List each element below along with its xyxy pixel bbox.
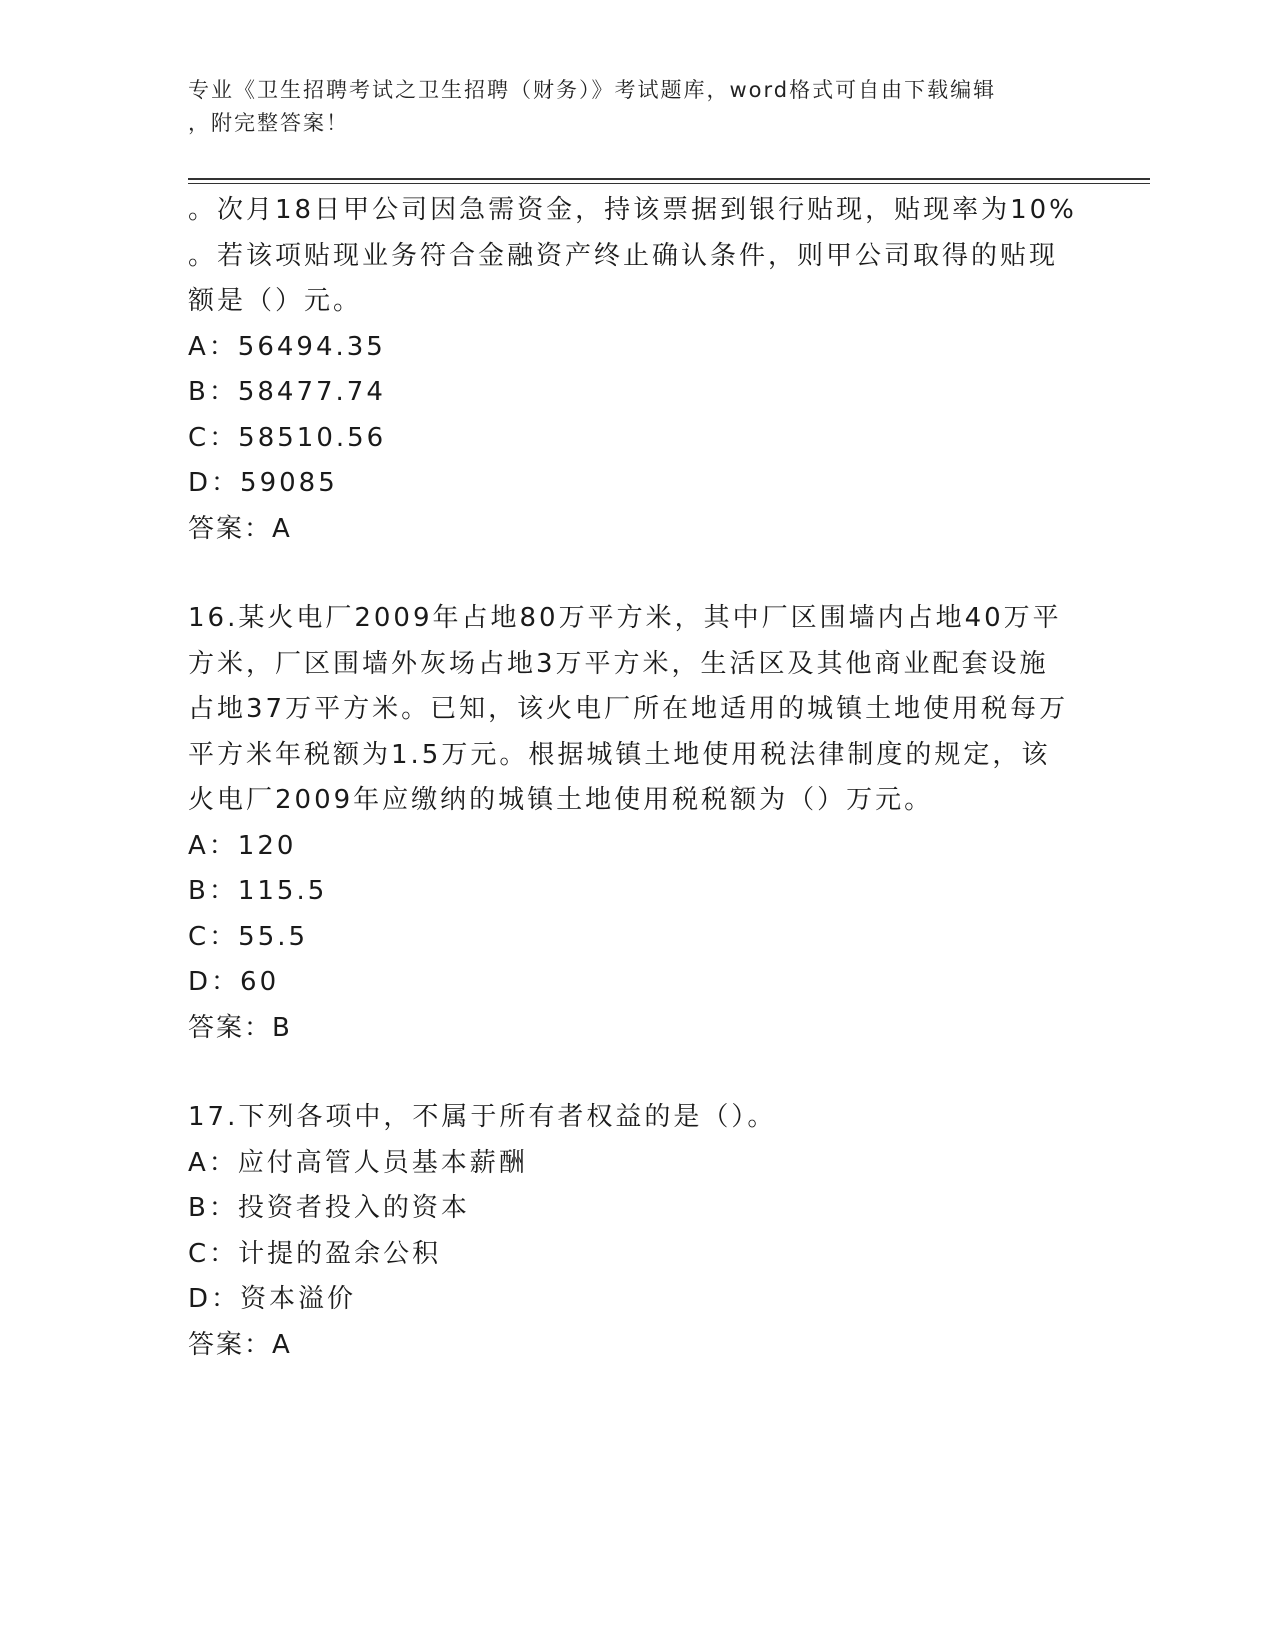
question-text [188, 596, 1088, 824]
option-b: B：58477.74 [188, 377, 386, 407]
question-text [188, 188, 1088, 325]
header-divider-thick [188, 178, 1150, 180]
header-line-2: ，附完整答案！ [188, 111, 349, 135]
question-text-line: 平方米年税额为1.5万元。根据城镇土地使用税法律制度的规定，该 [188, 739, 1051, 770]
question-text-line: 。次月18日甲公司因急需资金，持该票据到银行贴现，贴现率为10% [188, 195, 1077, 225]
question-16 [188, 596, 1088, 1051]
option-b: B：投资者投入的资本 [188, 1193, 470, 1223]
answer-label: 答案：B [188, 1012, 292, 1043]
option-a: A：120 [188, 830, 297, 861]
option-c: C：55.5 [188, 921, 309, 952]
question-text-line: 火电厂2009年应缴纳的城镇土地使用税税额为（）万元。 [188, 785, 934, 815]
header-divider-thin [188, 183, 1150, 184]
option-c: C：58510.56 [188, 422, 387, 453]
option-a: A：应付高管人员基本薪酬 [188, 1147, 528, 1178]
question-list [188, 188, 1088, 1368]
question-text-line: 方米，厂区围墙外灰场占地3万平方米，生活区及其他商业配套设施 [188, 648, 1049, 679]
question-text-line: 17.下列各项中，不属于所有者权益的是（）。 [188, 1102, 777, 1132]
answer-label: 答案：A [188, 513, 292, 544]
question-15 [188, 188, 1088, 552]
option-d: D：资本溢价 [188, 1284, 357, 1314]
question-text-line: 。若该项贴现业务符合金融资产终止确认条件，则甲公司取得的贴现 [188, 240, 1059, 271]
question-text-line: 16.某火电厂2009年占地80万平方米，其中厂区围墙内占地40万平 [188, 603, 1062, 633]
question-17 [188, 1095, 1088, 1368]
option-d: D：59085 [188, 468, 338, 498]
question-text-line: 额是（）元。 [188, 286, 363, 316]
document-header [188, 74, 1068, 140]
option-c: C：计提的盈余公积 [188, 1238, 442, 1269]
option-a: A：56494.35 [188, 331, 386, 362]
question-text-line: 占地37万平方米。已知，该火电厂所在地适用的城镇土地使用税每万 [188, 694, 1069, 724]
option-d: D：60 [188, 967, 280, 997]
header-line-1: 专业《卫生招聘考试之卫生招聘（财务）》考试题库，word格式可自由下载编辑 [188, 78, 997, 102]
option-b: B：115.5 [188, 876, 328, 906]
answer-label: 答案：A [188, 1329, 292, 1360]
question-text [188, 1095, 1088, 1141]
